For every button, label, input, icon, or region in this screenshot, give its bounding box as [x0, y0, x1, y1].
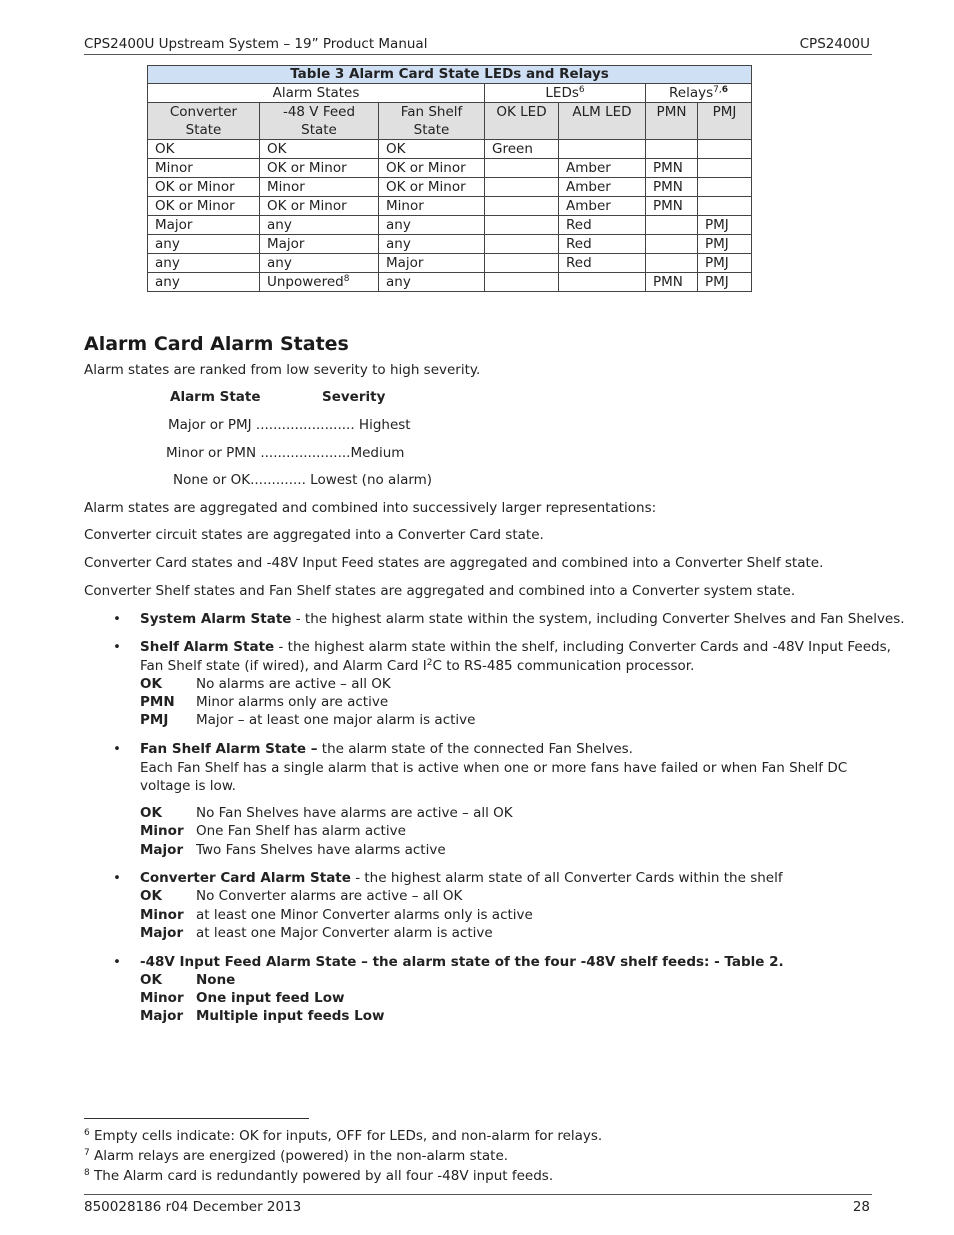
footer-doc-id: 850028186 r04 December 2013 [84, 1199, 302, 1215]
table-cell: PMJ [698, 235, 752, 254]
table-cell: Green [485, 140, 559, 159]
table-cell: PMJ [698, 216, 752, 235]
table-cell [559, 140, 646, 159]
footnote: $^8$ The Alarm card is redundantly powered by all four -48V input feeds. [84, 1168, 554, 1184]
table-cell: Red [559, 216, 646, 235]
table-cell: OK or Minor [148, 178, 260, 197]
table-cell: any [379, 235, 485, 254]
table-cell: any [260, 254, 379, 273]
table-cell: OK [379, 140, 485, 159]
table-cell: any [260, 216, 379, 235]
table-cell: OK or Minor [379, 178, 485, 197]
footnote-separator [84, 1118, 309, 1119]
col-pmj: PMJ [698, 103, 752, 140]
page-number: 28 [852, 1199, 870, 1215]
col-ok-led: OK LED [485, 103, 559, 140]
table-row [148, 178, 752, 197]
intro-paragraph: Alarm states are ranked from low severity to high severity. [84, 362, 481, 378]
table-cell: Unpowered$^8$ [260, 273, 379, 292]
table-cell: Amber [559, 178, 646, 197]
bullet-system-alarm: System Alarm State - the highest alarm state within the system, including Converter Shelves and Fan Shelves. [140, 611, 905, 627]
table-cell: OK [148, 140, 260, 159]
col-pmn: PMN [646, 103, 698, 140]
table-cell: OK or Minor [148, 197, 260, 216]
table-cell [485, 254, 559, 273]
table-cell: PMN [646, 159, 698, 178]
state-label: Minor [140, 823, 184, 839]
table-cell: any [379, 273, 485, 292]
table-row [148, 197, 752, 216]
state-desc: No Converter alarms are active – all OK [196, 888, 463, 904]
table-row [148, 140, 752, 159]
state-label: PMN [140, 694, 175, 710]
col-alm-led: ALM LED [559, 103, 646, 140]
table-cell: Major [379, 254, 485, 273]
paragraph: Converter Shelf states and Fan Shelf states are aggregated and combined into a Converter system state. [84, 583, 796, 599]
table-cell [646, 235, 698, 254]
table-cell [485, 216, 559, 235]
table-cell: PMN [646, 197, 698, 216]
state-label: OK [140, 676, 162, 692]
group-leds: LEDs$^6$ [485, 84, 646, 103]
bullet-marker: • [113, 870, 121, 886]
table-cell: PMN [646, 178, 698, 197]
bullet-shelf-alarm-line2: Fan Shelf state (if wired), and Alarm Card $I^2C$ to RS-485 communication processor. [140, 658, 695, 674]
table-title: Table 3 Alarm Card State LEDs and Relays [148, 66, 752, 84]
table-cell: Red [559, 235, 646, 254]
state-label: OK [140, 972, 162, 988]
severity-row: None or OK............. Lowest (no alarm) [173, 472, 433, 488]
table-cell: PMJ [698, 254, 752, 273]
severity-row: Minor or PMN .....................Medium [166, 445, 405, 461]
table-cell [485, 197, 559, 216]
table-cell: Red [559, 254, 646, 273]
table-cell [485, 273, 559, 292]
table-cell [559, 273, 646, 292]
table-cell [485, 235, 559, 254]
state-desc: at least one Major Converter alarm is active [196, 925, 493, 941]
table-row [148, 254, 752, 273]
bullet-input-feed-alarm: -48V Input Feed Alarm State – the alarm state of the four -48V shelf feeds: - Table 2. [140, 954, 784, 970]
state-desc: None [196, 972, 236, 988]
table-row [148, 216, 752, 235]
state-label: Major [140, 842, 184, 858]
footnote: $^7$ Alarm relays are energized (powered) in the non-alarm state. [84, 1148, 509, 1164]
table-cell [698, 140, 752, 159]
state-desc: No Fan Shelves have alarms are active – all OK [196, 805, 513, 821]
paragraph: Converter Card states and -48V Input Feed states are aggregated and combined into a Converter Shelf state. [84, 555, 824, 571]
table-cell: Amber [559, 159, 646, 178]
table-cell: Minor [148, 159, 260, 178]
table-cell: Minor [379, 197, 485, 216]
table-cell: PMN [646, 273, 698, 292]
bullet-marker: • [113, 611, 121, 627]
footer-rule [84, 1194, 872, 1195]
table-cell [646, 216, 698, 235]
footnote: $^6$ Empty cells indicate: OK for inputs, OFF for LEDs, and non-alarm for relays. [84, 1128, 603, 1144]
state-label: Major [140, 925, 184, 941]
paragraph: Alarm states are aggregated and combined into successively larger representations: [84, 500, 657, 516]
paragraph: Converter circuit states are aggregated into a Converter Card state. [84, 527, 544, 543]
table-cell [698, 159, 752, 178]
alarm-card-table [147, 65, 752, 292]
fan-shelf-desc-line: Each Fan Shelf has a single alarm that is active when one or more fans have failed or when Fan Shelf DC [140, 760, 848, 776]
state-desc: Two Fans Shelves have alarms active [196, 842, 446, 858]
state-label: OK [140, 888, 162, 904]
state-label: PMJ [140, 712, 169, 728]
table-cell: any [148, 273, 260, 292]
table-cell: Major [260, 235, 379, 254]
state-label: OK [140, 805, 162, 821]
section-heading: Alarm Card Alarm States [84, 333, 349, 355]
state-desc: Multiple input feeds Low [196, 1008, 385, 1024]
table-row [148, 235, 752, 254]
bullet-converter-card-alarm: Converter Card Alarm State - the highest alarm state of all Converter Cards within the shelf [140, 870, 783, 886]
state-desc: One Fan Shelf has alarm active [196, 823, 406, 839]
severity-row: Major or PMJ ....................... Highest [168, 417, 411, 433]
fan-shelf-desc-line: voltage is low. [140, 778, 236, 794]
table-row [148, 159, 752, 178]
table-cell: Amber [559, 197, 646, 216]
state-label: Major [140, 1008, 184, 1024]
severity-head-severity: Severity [322, 389, 386, 405]
col-fan-shelf-state: Fan Shelf State [379, 103, 485, 140]
state-label: Minor [140, 907, 184, 923]
table-cell: any [148, 254, 260, 273]
bullet-marker: • [113, 741, 121, 757]
col-feed-state: -48 V Feed State [260, 103, 379, 140]
header-rule [84, 54, 872, 55]
header-product: CPS2400U [799, 36, 870, 52]
table-cell [698, 197, 752, 216]
severity-head-state: Alarm State [170, 389, 261, 405]
group-relays: Relays$^{7,6}$ [646, 84, 752, 103]
table-cell [485, 178, 559, 197]
bullet-marker: • [113, 639, 121, 655]
bullet-shelf-alarm: Shelf Alarm State - the highest alarm state within the shelf, including Converter Cards and -48V Input Feeds, [140, 639, 891, 655]
table-cell: OK [260, 140, 379, 159]
bullet-fan-shelf-alarm: Fan Shelf Alarm State – the alarm state of the connected Fan Shelves. [140, 741, 633, 757]
table-cell [698, 178, 752, 197]
table-cell: PMJ [698, 273, 752, 292]
table-cell [646, 254, 698, 273]
table-cell: Minor [260, 178, 379, 197]
table-cell: any [148, 235, 260, 254]
group-alarm-states: Alarm States [148, 84, 485, 103]
table-cell [646, 140, 698, 159]
bullet-marker: • [113, 954, 121, 970]
header-title: CPS2400U Upstream System – 19” Product Manual [84, 36, 428, 52]
table-cell: any [379, 216, 485, 235]
state-desc: Minor alarms only are active [196, 694, 389, 710]
table-cell: Major [148, 216, 260, 235]
state-desc: One input feed Low [196, 990, 345, 1006]
table-cell [485, 159, 559, 178]
table-cell: OK or Minor [260, 197, 379, 216]
state-desc: No alarms are active – all OK [196, 676, 391, 692]
col-converter-state: Converter State [148, 103, 260, 140]
state-desc: at least one Minor Converter alarms only is active [196, 907, 533, 923]
table-cell: OK or Minor [260, 159, 379, 178]
state-desc: Major – at least one major alarm is active [196, 712, 476, 728]
table-cell: OK or Minor [379, 159, 485, 178]
table-row [148, 273, 752, 292]
state-label: Minor [140, 990, 184, 1006]
